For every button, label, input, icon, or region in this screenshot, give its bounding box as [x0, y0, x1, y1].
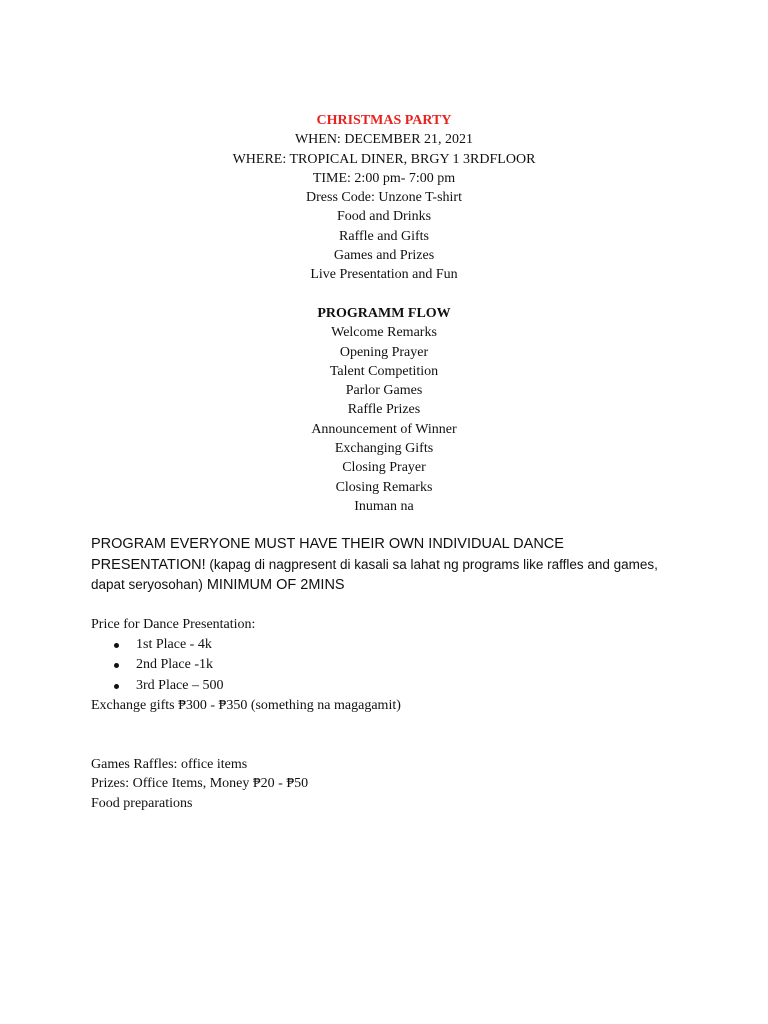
program-flow-title: PROGRAMM FLOW	[317, 305, 451, 321]
program-flow-item: Closing Remarks	[335, 479, 433, 495]
event-where: WHERE: TROPICAL DINER, BRGY 1 3RDFLOOR	[232, 151, 536, 167]
exchange-gifts: Exchange gifts ₱300 - ₱350 (something na magagamit)	[91, 698, 401, 713]
list-item	[91, 635, 691, 656]
event-when: WHEN: DECEMBER 21, 2021	[294, 132, 474, 148]
list-item	[91, 655, 691, 676]
bullet-icon	[114, 684, 119, 689]
blank-line	[91, 596, 691, 616]
announcement-caps-text: PRESENTATION!	[91, 556, 206, 573]
food-preparations: Food preparations	[91, 795, 193, 811]
games-raffles: Games Raffles: office items	[91, 756, 248, 772]
announcement-line	[91, 575, 691, 596]
event-details-section	[0, 111, 768, 516]
program-flow-item: Opening Prayer	[339, 344, 429, 360]
program-flow-item: Raffle Prizes	[347, 402, 421, 418]
list-item-text: 3rd Place – 500	[136, 677, 224, 693]
announcement-line	[91, 555, 691, 576]
event-highlight: Raffle and Gifts	[339, 228, 429, 244]
announcement-caps-text: MINIMUM OF 2MINS	[202, 577, 345, 593]
program-flow-item: Closing Prayer	[342, 460, 426, 476]
dance-prices-heading: Price for Dance Presentation:	[91, 617, 256, 632]
announcement-note-text: dapat seryosohan)	[91, 577, 203, 592]
event-highlight: Games and Prizes	[333, 248, 435, 264]
prizes: Prizes: Office Items, Money ₱20 - ₱50	[91, 776, 309, 791]
event-highlight: Food and Drinks	[336, 209, 432, 225]
announcement-line: PROGRAM EVERYONE MUST HAVE THEIR OWN INDIVIDUAL DANCE	[91, 536, 564, 552]
dance-announcement	[91, 535, 691, 596]
event-highlight: Live Presentation and Fun	[310, 267, 458, 283]
dance-prices-list	[91, 635, 691, 697]
list-item	[91, 676, 691, 697]
list-item-text: 2nd Place -1k	[136, 657, 213, 672]
program-flow-item: Exchanging Gifts	[334, 441, 434, 457]
program-flow-item: Welcome Remarks	[331, 325, 437, 341]
bullet-icon	[114, 663, 119, 668]
program-flow-item: Talent Competition	[329, 363, 439, 379]
details-section	[91, 535, 691, 813]
event-dress-code: Dress Code: Unzone T-shirt	[306, 190, 462, 206]
blank-line	[91, 735, 691, 755]
bullet-icon	[114, 643, 119, 648]
program-flow-item: Inuman na	[354, 498, 414, 514]
blank-line	[91, 716, 691, 736]
list-item-text: 1st Place - 4k	[136, 636, 212, 652]
section-spacer	[0, 285, 768, 304]
program-flow-item: Announcement of Winner	[311, 421, 457, 437]
program-flow-item: Parlor Games	[345, 383, 423, 399]
announcement-note-text: (kapag di nagpresent di kasali sa lahat ng programs like raffles and games,	[205, 556, 658, 572]
event-title: CHRISTMAS PARTY	[316, 113, 452, 128]
event-time: TIME: 2:00 pm- 7:00 pm	[312, 170, 456, 186]
